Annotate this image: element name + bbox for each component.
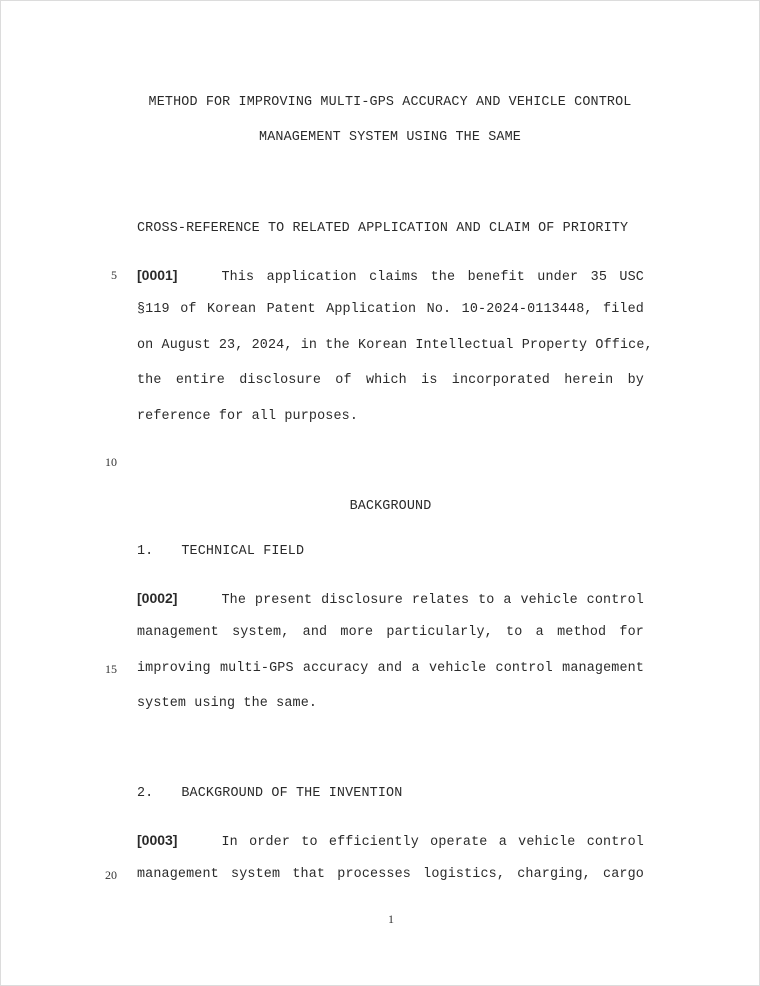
paragraph-number-0001: [0001] <box>137 267 178 283</box>
paragraph-0003-line-1: [0003] In order to efficiently operate a vehicle control <box>137 832 644 850</box>
paragraph-0002-line-1: [0002] The present disclosure relates to a vehicle control <box>137 590 644 608</box>
paragraph-number-0003: [0003] <box>137 832 178 848</box>
line-number-5: 5 <box>111 268 117 282</box>
paragraph-0002-line-3: improving multi-GPS accuracy and a vehicle control management <box>137 661 644 676</box>
paragraph-0001-line-2: §119 of Korean Patent Application No. 10-2024-0113448, filed <box>137 302 644 317</box>
page-number: 1 <box>388 912 394 926</box>
paragraph-0001-line-4: the entire disclosure of which is incorporated herein by <box>137 373 644 388</box>
technical-field-heading: 1. TECHNICAL FIELD <box>137 544 305 559</box>
line-number-20: 20 <box>105 868 117 882</box>
paragraph-0003-line-2: management system that processes logistics, charging, cargo <box>137 867 644 882</box>
title-line-2: MANAGEMENT SYSTEM USING THE SAME <box>259 130 521 145</box>
background-heading: BACKGROUND <box>349 499 432 514</box>
paragraph-0001-line-3: on August 23, 2024, in the Korean Intellectual Property Office, <box>137 338 653 353</box>
paragraph-0002-line-2: management system, and more particularly, to a method for <box>137 625 644 640</box>
background-invention-heading: 2. BACKGROUND OF THE INVENTION <box>137 786 403 801</box>
title-line-1: METHOD FOR IMPROVING MULTI-GPS ACCURACY AND VEHICLE CONTROL <box>148 95 632 110</box>
paragraph-0001-line-1: [0001] This application claims the benefit under 35 USC <box>137 267 644 285</box>
paragraph-number-0002: [0002] <box>137 590 178 606</box>
line-number-15: 15 <box>105 662 117 676</box>
paragraph-0001-line-5: reference for all purposes. <box>137 409 359 424</box>
line-number-10: 10 <box>105 455 117 469</box>
paragraph-0002-line-4: system using the same. <box>137 696 318 711</box>
cross-reference-heading: CROSS-REFERENCE TO RELATED APPLICATION AND CLAIM OF PRIORITY <box>137 221 629 236</box>
